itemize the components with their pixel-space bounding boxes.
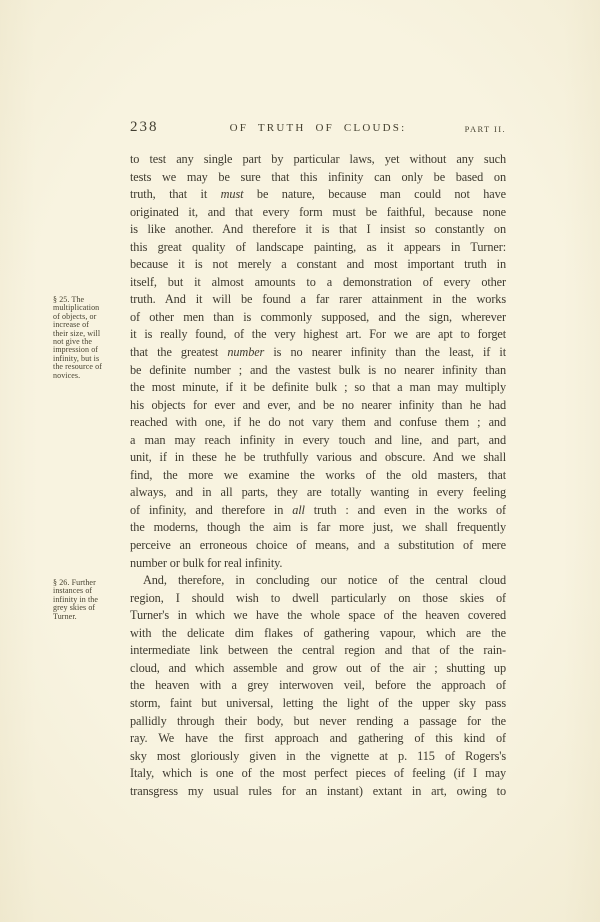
margin-note-line: multiplication: [53, 303, 100, 313]
text-segment: his objects for ever and ever, and be no nearer infinity than he had: [130, 397, 506, 412]
text-line: [130, 151, 506, 169]
text-line: [130, 221, 506, 239]
text-segment: itself, but it almost amounts to a demonstration of every other: [130, 274, 506, 289]
margin-note-line: infinity in the: [53, 594, 99, 604]
text-line: [130, 169, 506, 187]
text-segment: the most minute, if it be definite bulk ; so that a man may multiply: [130, 380, 506, 395]
text-line: [130, 537, 506, 555]
text-segment: because it is not merely a constant and most important truth in: [130, 257, 506, 272]
text-segment: be definite number ; and the vastest bulk is no nearer infinity than: [130, 362, 506, 377]
text-line: [130, 748, 506, 766]
text-segment: ray. We have the first approach and gathering of this kind of: [130, 731, 506, 746]
text-line: [130, 484, 506, 502]
text-segment: always, and in all parts, they are totally wanting in every feeling: [130, 485, 506, 500]
text-line: [130, 783, 506, 801]
text-line: [130, 256, 506, 274]
margin-note-line: Turner.: [53, 611, 77, 621]
text-segment: truth : and even in the works of: [304, 502, 506, 517]
margin-note-line: infinity, but is: [53, 353, 100, 363]
text-segment: number or bulk for real infinity.: [130, 555, 283, 570]
text-line: [130, 274, 506, 292]
text-line: [130, 730, 506, 748]
text-segment: a man may reach infinity in every touch and line, and part, and: [130, 432, 506, 447]
text-line: [130, 362, 506, 380]
text-segment: transgress my usual rules for an instant) extant in art, owing to: [130, 783, 506, 798]
margin-note-line: increase of: [53, 320, 89, 330]
text-segment: this great quality of landscape painting, as it appears in Turner:: [130, 239, 506, 254]
text-line: [130, 309, 506, 327]
text-segment: tests we may be sure that this infinity can only be based on: [130, 169, 506, 184]
margin-note-line: impression of: [53, 345, 99, 355]
text-segment: reached with one, if he do not vary them and confuse them ; and: [130, 415, 506, 430]
text-line: [130, 186, 506, 204]
text-segment: it is really found, of the very highest art. For we are apt to forget: [130, 327, 506, 342]
margin-note-line: § 25. The: [53, 295, 85, 304]
text-line: [130, 713, 506, 731]
text-segment: to test any single part by particular laws, yet without any such: [130, 152, 506, 166]
margin-note-line: grey skies of: [53, 603, 96, 613]
text-segment: is no nearer infinity than the least, if it: [264, 345, 506, 360]
text-line: [130, 625, 506, 643]
margin-note-line: of objects, or: [53, 311, 97, 321]
text-segment: with the delicate dim flakes of gathering vapour, which are the: [130, 625, 506, 640]
text-segment: Turner's in which we have the whole space of the heaven covered: [130, 608, 506, 623]
text-segment: of infinity, and therefore in: [130, 502, 293, 517]
text-line: [130, 695, 506, 713]
running-header: [130, 119, 506, 139]
text-segment: perceive an erroneous choice of means, and a substitution of mere: [130, 538, 506, 553]
text-line: [130, 467, 506, 485]
text-line: [130, 397, 506, 415]
margin-note-line: § 26. Further: [53, 578, 96, 587]
text-segment: pallidly through their body, but never rending a passage for the: [130, 713, 506, 728]
part-label: PART II.: [464, 124, 506, 134]
text-segment: be nature, because man could not have: [243, 187, 506, 202]
italic-text: number: [227, 345, 265, 360]
text-line: [130, 344, 506, 362]
running-title: OF TRUTH OF CLOUDS:: [229, 122, 407, 134]
text-segment: region, I should wish to dwell particularly on those skies of: [130, 590, 506, 605]
text-line: [130, 414, 506, 432]
text-segment: truth. And it will be found a far rarer attainment in the works: [130, 292, 506, 307]
text-segment: the moderns, though the aim is far more just, we shall frequently: [130, 520, 506, 535]
text-segment: unit, if in these he be truthfully various and obscure. And we shall: [130, 450, 506, 465]
text-line: [130, 432, 506, 450]
text-segment: storm, faint but universal, letting the light of the upper sky pass: [130, 695, 506, 710]
text-line: [130, 379, 506, 397]
paragraph: [130, 151, 506, 572]
text-line: [130, 204, 506, 222]
text-line: [130, 660, 506, 678]
italic-text: must: [220, 187, 244, 202]
text-line: [130, 239, 506, 257]
text-line: [130, 326, 506, 344]
margin-note-line: the resource of: [53, 362, 103, 372]
text-line: [130, 607, 506, 625]
margin-note-line: their size, will: [53, 328, 101, 338]
margin-note-26: [53, 579, 123, 621]
text-segment: of other men than is commonly supposed, and the sign, wherever: [130, 309, 506, 324]
body-text: [130, 151, 506, 800]
text-segment: that the greatest: [130, 345, 228, 360]
margin-note-line: not give the: [53, 337, 92, 347]
text-segment: the heaven with a grey interwoven veil, before the approach of: [130, 678, 506, 693]
text-segment: intermediate link between the central region and that of the rain-: [130, 643, 506, 658]
text-line: [130, 502, 506, 520]
text-line: [130, 765, 506, 783]
text-segment: cloud, and which assemble and grow out of the air ; shutting up: [130, 660, 506, 675]
text-line: [130, 572, 506, 590]
page-number: 238: [130, 119, 159, 135]
text-line: [130, 449, 506, 467]
text-segment: is like another. And therefore it is that I insist so constantly on: [130, 222, 506, 237]
margin-note-line: novices.: [53, 370, 81, 380]
margin-note-25: [53, 296, 123, 380]
text-segment: truth, that it: [130, 187, 221, 202]
italic-text: all: [292, 502, 305, 517]
margin-note-line: instances of: [53, 586, 93, 596]
text-line: [130, 642, 506, 660]
text-segment: And, therefore, in concluding our notice of the central cloud: [143, 573, 506, 588]
text-line: [130, 590, 506, 608]
text-line: [130, 555, 506, 573]
text-segment: find, the more we examine the works of the old masters, that: [130, 467, 506, 482]
text-line: [130, 291, 506, 309]
text-segment: sky most gloriously given in the vignette at p. 115 of Rogers's: [130, 748, 506, 763]
text-line: [130, 519, 506, 537]
text-segment: originated it, and that every form must be faithful, because none: [130, 204, 506, 219]
text-segment: Italy, which is one of the most perfect pieces of feeling (if I may: [130, 766, 506, 781]
text-line: [130, 677, 506, 695]
paragraph: [130, 572, 506, 800]
